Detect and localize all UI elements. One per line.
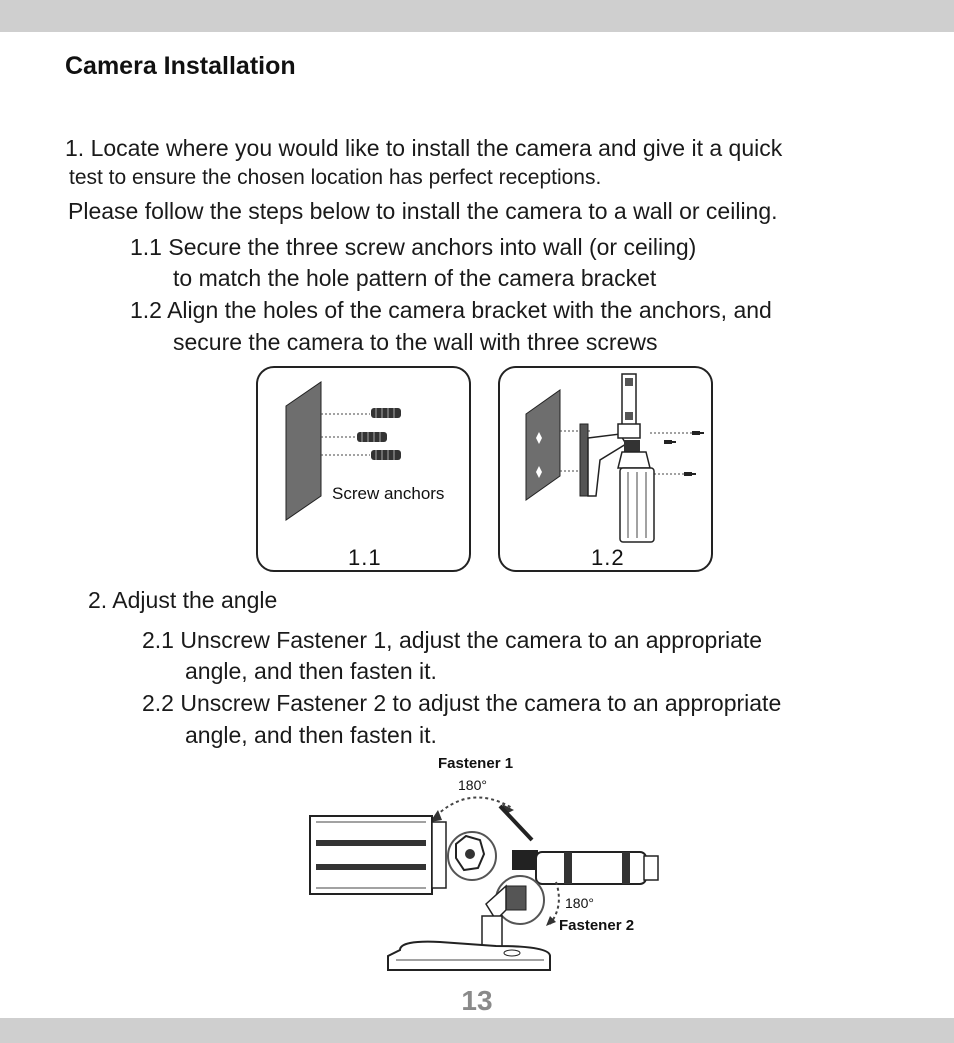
step2-1-line2: angle, and then fasten it.	[185, 658, 437, 684]
step2-2-line1: 2.2 Unscrew Fastener 2 to adjust the camera to an appropriate	[142, 690, 782, 716]
panel-label-1-1: 1.1	[348, 545, 382, 570]
step2-1-line1: 2.1 Unscrew Fastener 1, adjust the camera to an appropriate	[142, 627, 763, 653]
fastener2-label: Fastener 2	[559, 917, 635, 934]
panel-label-1-2: 1.2	[591, 545, 625, 570]
step1-line1: 1. Locate where you would like to install the camera and give it a quick	[65, 135, 783, 161]
step2-line1: 2. Adjust the angle	[88, 587, 278, 613]
figure-panel-1-1	[256, 366, 471, 572]
page-number: 13	[461, 985, 493, 1016]
top-band	[0, 0, 954, 32]
step1-2-line2: secure the camera to the wall with three screws	[173, 329, 658, 355]
step1-1-line1: 1.1 Secure the three screw anchors into wall (or ceiling)	[130, 234, 697, 260]
bracket-mount-illustration	[500, 368, 715, 574]
step1-1-line2: to match the hole pattern of the camera bracket	[173, 265, 657, 291]
fastener1-label: Fastener 1	[438, 755, 514, 772]
bottom-band	[0, 1018, 954, 1043]
step1-line2: test to ensure the chosen location has perfect receptions.	[69, 166, 602, 189]
wall-anchors-illustration	[258, 368, 473, 574]
step1-line3: Please follow the steps below to install the camera to a wall or ceiling.	[68, 198, 778, 224]
page-title: Camera Installation	[65, 52, 296, 80]
camera-angle-illustration	[300, 760, 680, 980]
step2-2-line2: angle, and then fasten it.	[185, 722, 437, 748]
fastener2-angle: 180°	[565, 895, 594, 911]
screw-anchors-caption: Screw anchors	[332, 484, 445, 503]
figure-panel-1-2	[498, 366, 713, 572]
step1-2-line1: 1.2 Align the holes of the camera bracket with the anchors, and	[130, 297, 772, 323]
fastener1-angle: 180°	[458, 777, 487, 793]
